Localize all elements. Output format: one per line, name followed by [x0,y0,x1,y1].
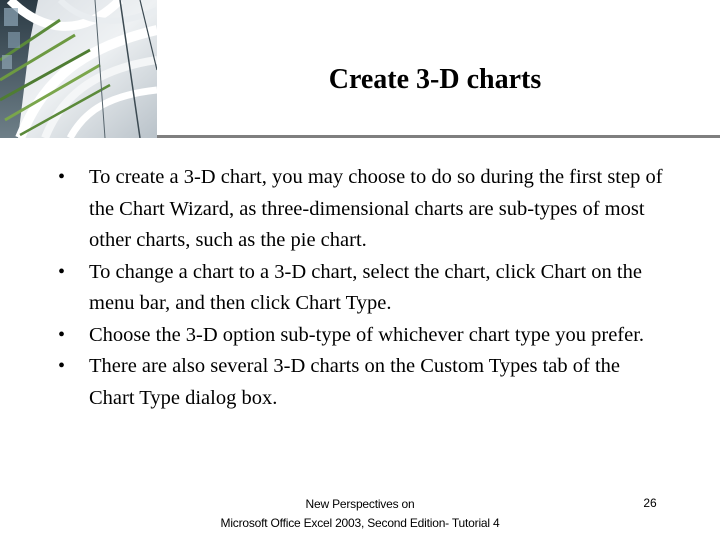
bullet-list [58,162,668,414]
slide-title: Create 3-D charts [328,64,542,95]
footer-line-1: New Perspectives on [305,497,415,511]
page-number: 26 [643,496,657,510]
header-architecture-photo [0,0,157,138]
bullet-item [58,257,668,320]
slide-footer [190,495,530,533]
bullet-marker: • [58,355,66,377]
bullet-marker: • [58,323,66,346]
bullet-text: There are also several 3-D charts on the Custom Types tab of the Chart Type dialog box. [89,355,621,409]
bullet-item [58,162,668,257]
bullet-item [58,351,668,414]
header-divider [157,135,720,138]
bullet-item [58,320,668,352]
footer-line-2: Microsoft Office Excel 2003, Second Edition- Tutorial 4 [220,516,500,530]
bullet-text: To create a 3-D chart, you may choose to do so during the first step of the Chart Wizard, as three-dimensional charts are sub-types of most other charts, such as the pie chart. [89,166,663,251]
bullet-marker: • [58,260,66,283]
bullet-text: Choose the 3-D option sub-type of whichever chart type you prefer. [89,323,645,346]
bullet-marker: • [58,166,66,188]
bullet-text: To change a chart to a 3-D chart, select the chart, click Chart on the menu bar, and then click Chart Type. [89,260,642,314]
